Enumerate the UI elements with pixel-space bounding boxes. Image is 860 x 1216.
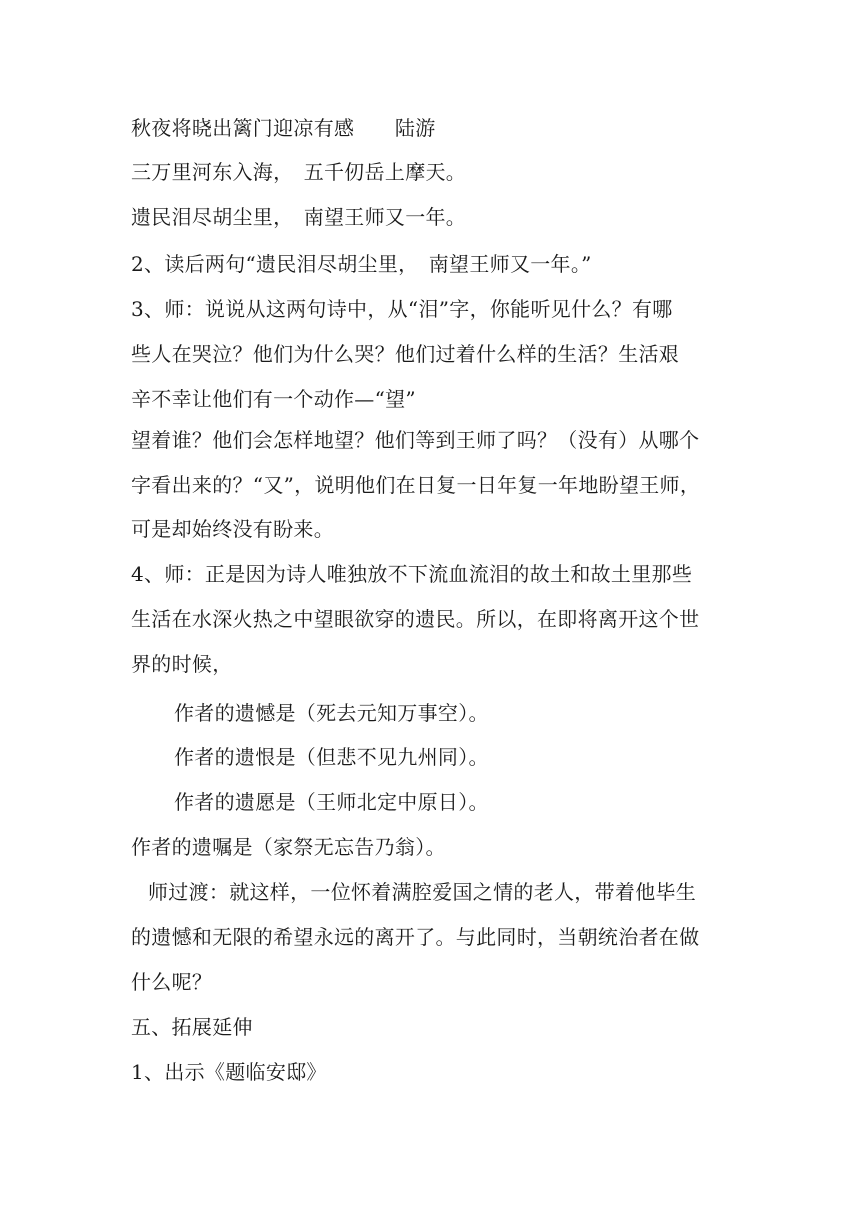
step-2-line: 2、读后两句“遗民泪尽胡尘里， 南望王师又一年。” [131, 252, 592, 276]
step-4-line-2: 生活在水深火热之中望眼欲穿的遗民。所以，在即将离开这个世 [131, 607, 700, 631]
wish-line: 作者的遗愿是（王师北定中原日）。 [174, 790, 489, 814]
will-line: 作者的遗嘱是（家祭无忘告乃翁）。 [131, 835, 446, 859]
step-3-line-6: 可是却始终没有盼来。 [131, 517, 334, 541]
poem-title: 秋夜将晓出篱门迎凉有感 陆游 [131, 116, 436, 140]
step-3-line-4: 望着谁？他们会怎样地望？他们等到王师了吗？（没有）从哪个 [131, 428, 700, 452]
transition-line-3: 什么呢？ [131, 970, 213, 994]
resentment-line: 作者的遗恨是（但悲不见九州同）。 [174, 745, 489, 769]
transition-line-1: 师过渡：就这样，一位怀着满腔爱国之情的老人，带着他毕生 [148, 880, 697, 904]
step-1-line: 1、出示《题临安邸》 [131, 1060, 327, 1084]
transition-line-2: 的遗憾和无限的希望永远的离开了。与此同时，当朝统治者在做 [131, 925, 700, 949]
step-3-line-5: 字看出来的？“又”，说明他们在日复一日年复一年地盼望王师， [131, 473, 701, 497]
regret-line: 作者的遗憾是（死去元知万事空）。 [174, 701, 489, 725]
step-3-line-2: 些人在哭泣？他们为什么哭？他们过着什么样的生活？生活艰 [131, 342, 680, 366]
poem-line-2: 遗民泪尽胡尘里， 南望王师又一年。 [131, 205, 467, 229]
poem-line-1: 三万里河东入海， 五千仞岳上摩天。 [131, 160, 467, 184]
step-3-line-1: 3、师：说说从这两句诗中，从“泪”字，你能听见什么？有哪 [131, 297, 673, 321]
step-4-line-1: 4、师：正是因为诗人唯独放不下流血流泪的故土和故土里那些 [131, 562, 693, 586]
section-heading: 五、拓展延伸 [131, 1015, 253, 1039]
step-3-line-3: 辛不幸让他们有一个动作—“望” [131, 387, 416, 411]
step-4-line-3: 界的时候， [131, 652, 233, 676]
